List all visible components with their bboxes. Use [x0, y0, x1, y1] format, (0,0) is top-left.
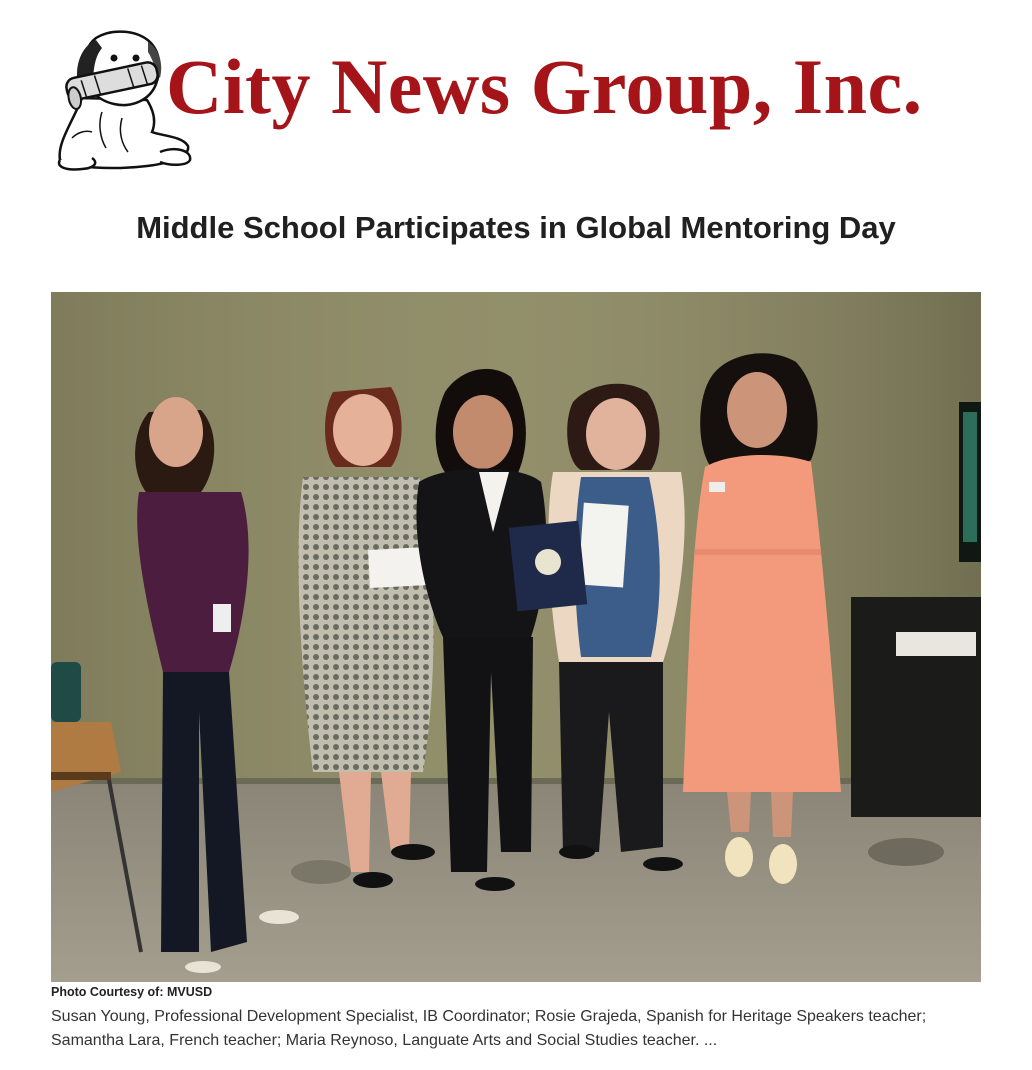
brand-name: City News Group, Inc. [166, 43, 923, 130]
photo-caption: Susan Young, Professional Development Specialist, IB Coordinator; Rosie Grajeda, Spanish for Heritage Speakers teacher; Samantha Lara, French teacher; Maria Reynoso, Languate Arts and Social Studies teacher. ... [51, 1008, 927, 1049]
article-headline: Middle School Participates in Global Mentoring Day [136, 210, 896, 245]
masthead [52, 28, 972, 174]
article-photo [51, 292, 981, 982]
photo-credit: Photo Courtesy of: MVUSD [51, 985, 213, 999]
